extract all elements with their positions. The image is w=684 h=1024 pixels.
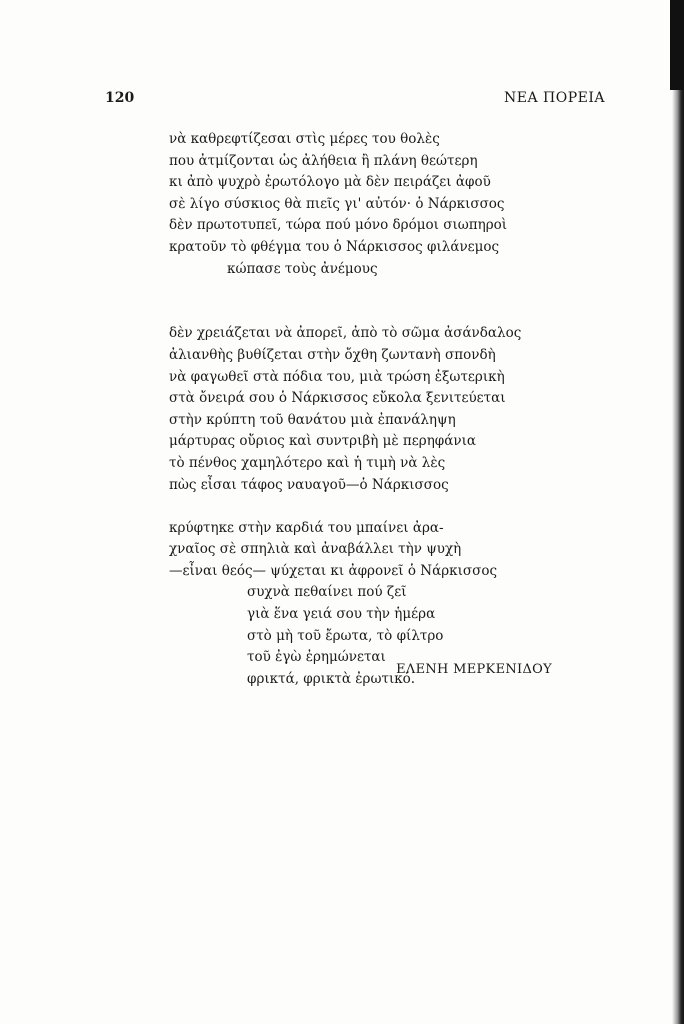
scan-edge-shadow [672,0,684,1024]
poem-line: χναῖος σὲ σπηλιὰ καὶ ἀναβάλλει τὴν ψυχὴ [169,541,462,558]
stanza-break [169,302,569,324]
poem-line: κι ἀπὸ ψυχρὸ ἐρωτόλογο μὰ δὲν πειράζει ἀφοῦ [169,174,491,191]
poem-line: γιὰ ἕνα γειά σου τὴν ἡμέρα [247,606,436,623]
poem-line: κρατοῦν τὸ φθέγμα του ὁ Νάρκισσος φιλάνεμος [169,238,500,255]
poem-line: πὼς εἶσαι τάφος ναυαγοῦ—ὁ Νάρκισσος [169,476,449,493]
poem-line: ἀλιανθὴς βυθίζεται στὴν ὄχθη ζωντανὴ σπονδὴ [169,346,496,363]
poem-line: στὴν κρύπτη τοῦ θανάτου μιὰ ἐπανάληψη [169,411,456,428]
poem-line: δὲν χρειάζεται νὰ ἀπορεῖ, ἀπὸ τὸ σῶμα ἀσάνδαλος [169,325,522,342]
poem-line: συχνὰ πεθαίνει πού ζεῖ [247,584,407,601]
poem-line: στὰ ὄνειρά σου ὁ Νάρκισσος εὔκολα ξενιτεύεται [169,390,506,407]
poem-line: τοῦ ἐγὼ ἐρημώνεται [247,649,386,666]
poem-line: στὸ μὴ τοῦ ἔρωτα, τὸ φίλτρο [247,627,444,644]
poem-line: φρικτά, φρικτὰ ἐρωτικό. [247,670,416,687]
poem-line: νὰ καθρεφτίζεσαι στὶς μέρες του θολὲς [169,131,440,147]
scan-edge-dark-corner [670,0,684,90]
journal-title: ΝΕΑ ΠΟΡΕΙΑ [504,90,605,106]
page-number: 120 [105,90,135,106]
poem-line: νὰ φαγωθεῖ στὰ πόδια του, μιὰ τρώση ἐξωτερικὴ [169,368,505,385]
stanza-2 [169,323,569,496]
stanza-1 [169,129,569,280]
poem-body [169,129,569,690]
stanza-break [169,496,569,518]
author-signature: ΕΛΕΝΗ ΜΕΡΚΕΝΙΔΟΥ [396,662,552,677]
poem-line: δὲν πρωτοτυπεῖ, τώρα πού μόνο δρόμοι σιωπηροὶ [169,217,508,234]
poem-line: κρύφτηκε στὴν καρδιά του μπαίνει ἀρα- [169,519,444,536]
poem-line: μάρτυρας οὔριος καὶ συντριβὴ μὲ περηφάνια [169,433,476,450]
stanza-break [169,280,569,302]
poem-line: που ἀτμίζονται ὡς ἀλήθεια ἢ πλάνη θεώτερη [169,152,478,169]
page-header [105,90,605,110]
poem-line: —εἶναι θεός— ψύχεται κι ἀφρονεῖ ὁ Νάρκισσος [169,562,498,579]
poem-line: τὸ πένθος χαμηλότερο καὶ ἡ τιμὴ νὰ λὲς [169,454,446,471]
poem-line: σὲ λίγο σύσκιος θὰ πιεῖς γι' αὐτόν· ὁ Νάρκισσος [169,195,505,212]
poem-line: κώπασε τοὺς ἀνέμους [227,260,378,277]
